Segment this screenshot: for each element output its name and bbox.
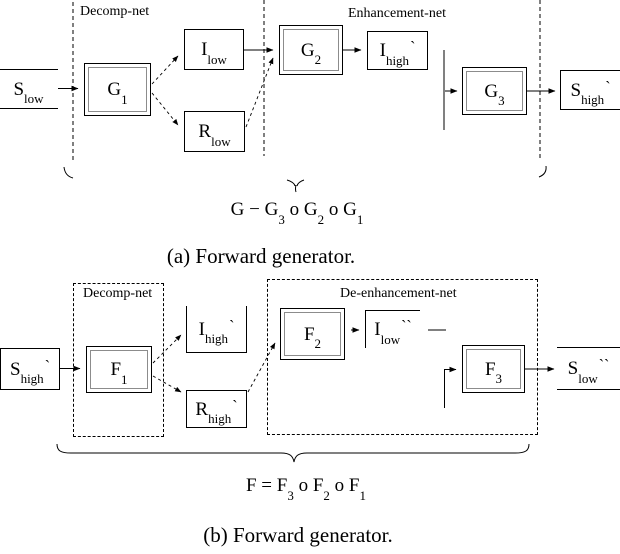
- node-s-high-b: $S_{high}^`$: [0, 348, 60, 390]
- brace-a-left-tip: [64, 167, 73, 178]
- node-text: G: [484, 80, 499, 102]
- node-f1: $F_1$: [86, 346, 152, 393]
- node-s-low-b: $S_{low}^{``}$: [557, 347, 620, 390]
- arrow-g1-to-ilow: [152, 56, 178, 84]
- brace-a-center-tick: [287, 180, 304, 192]
- enhancement-net-label: Enhancement-net: [348, 6, 446, 21]
- node-i-low-a: $I_{low}$: [184, 29, 244, 70]
- node-text: I: [374, 319, 381, 340]
- caption-b: (b) Forward generator.: [203, 523, 393, 547]
- de-enhancement-net-label: De-enhancement-net: [340, 286, 457, 301]
- node-s-high-a: $S_{high}^`$: [560, 70, 620, 110]
- node-text: R: [198, 121, 212, 142]
- formula-a: $G - G_3$ o $G_2$ o $G_1$: [230, 199, 364, 227]
- brace-a-right-tip: [539, 166, 546, 177]
- node-text: S: [9, 358, 21, 380]
- node-g3: $G_3$: [462, 67, 527, 115]
- node-f2: $F_2$: [280, 308, 345, 360]
- caption-a: (a) Forward generator.: [166, 244, 356, 268]
- node-r-high: $R_{high}^`$: [186, 390, 247, 428]
- node-s-low-a: $S_{low}$: [0, 69, 58, 109]
- node-g1: $G_1$: [84, 63, 151, 116]
- node-text: I: [201, 39, 208, 60]
- node-r-low: $R_{low}$: [184, 111, 245, 152]
- brace-b: [57, 444, 529, 462]
- decomp-net-label-b: Decomp-net: [83, 286, 153, 301]
- node-text: S: [570, 79, 582, 101]
- node-text: G: [300, 39, 315, 61]
- decomp-net-label-a: Decomp-net: [80, 4, 150, 19]
- node-i-high-b: $I_{high}^`$: [186, 306, 247, 353]
- node-text: G: [107, 79, 122, 100]
- node-text: F: [110, 359, 122, 380]
- node-i-high-a: $I_{high}^`$: [367, 31, 428, 70]
- node-text: S: [567, 358, 579, 379]
- node-g2: $G_2$: [279, 25, 343, 75]
- node-f3: $F_3$: [462, 345, 525, 393]
- node-i-low-b: $I_{low}^{``}$: [365, 310, 420, 348]
- node-text: I: [198, 318, 205, 340]
- node-text: F: [303, 323, 315, 345]
- node-text: F: [484, 358, 496, 380]
- node-text: I: [379, 40, 386, 61]
- node-text: R: [195, 398, 209, 420]
- arrow-rlow-to-g2: [246, 58, 273, 127]
- arrow-g1-to-rlow: [152, 93, 178, 125]
- node-text: S: [13, 78, 25, 100]
- formula-b: $F = F_3$ o $F_2$ o $F_1$: [245, 475, 367, 503]
